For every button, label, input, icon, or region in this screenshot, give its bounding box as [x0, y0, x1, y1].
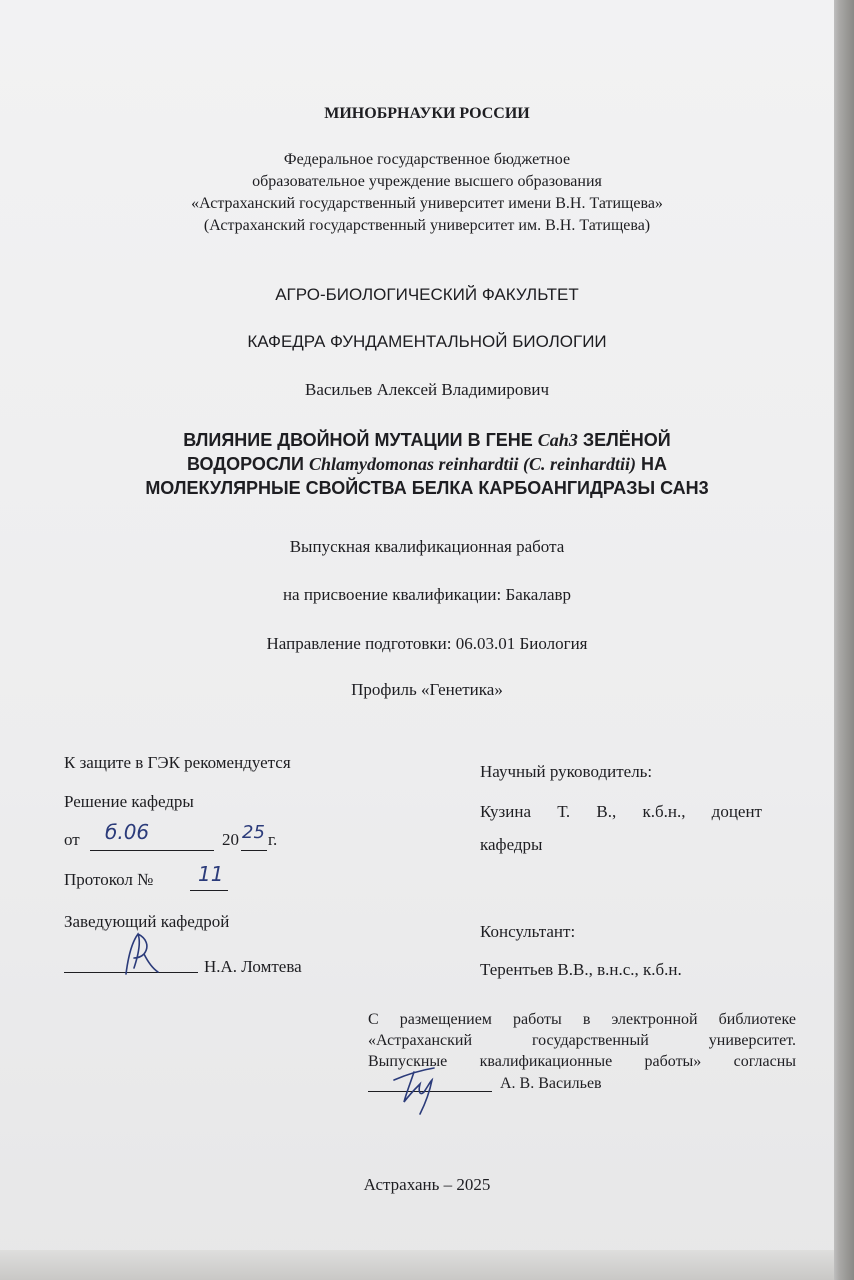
org-line-4: (Астраханский государственный университет им. В.Н. Татищева)	[203, 217, 651, 234]
date-from-label: от	[64, 830, 80, 849]
head-signature-icon	[108, 928, 168, 978]
decision-label: Решение кафедры	[64, 792, 194, 811]
thesis-title-line-2	[0, 452, 854, 476]
date-underline	[90, 850, 214, 851]
qualification: на присвоение квалификации: Бакалавр	[282, 585, 572, 604]
head-label: Заведующий кафедрой	[64, 912, 230, 931]
org-line-1: Федеральное государственное бюджетное	[283, 151, 571, 168]
consent-line-1: С размещением работы в электронной библиотеке	[368, 1011, 796, 1028]
thesis-title-line-1	[0, 428, 854, 452]
supervisor-label: Научный руководитель:	[480, 762, 653, 781]
year-underline	[241, 850, 267, 851]
year-prefix: 20	[222, 830, 239, 849]
title-text: ВЛИЯНИЕ ДВОЙНОЙ МУТАЦИИ В ГЕНЕ	[183, 430, 538, 450]
consent-line-3: Выпускные квалификационные работы» согласны	[368, 1053, 796, 1070]
org-line-3: «Астраханский государственный университет имени В.Н. Татищева»	[191, 195, 663, 212]
protocol-underline	[190, 890, 228, 891]
handwritten-protocol-number: 11	[198, 862, 224, 886]
faculty-heading: АГРО-БИОЛОГИЧЕСКИЙ ФАКУЛЬТЕТ	[275, 285, 579, 304]
recommend-label: К защите в ГЭК рекомендуется	[64, 753, 291, 772]
title-text: НА	[636, 454, 668, 474]
protocol-label: Протокол №	[64, 870, 154, 889]
supervisor-name: Кузина Т. В., к.б.н., доцент	[480, 802, 762, 821]
species-name: Chlamydomonas reinhardtii (C. reinhardtii)	[308, 454, 637, 474]
city-year-footer: Астрахань – 2025	[363, 1175, 491, 1194]
consent-name: А. В. Васильев	[500, 1075, 602, 1092]
title-text: ЗЕЛЁНОЙ	[577, 430, 671, 450]
supervisor-name-cont: кафедры	[480, 835, 543, 854]
consent-line-2: «Астраханский государственный университет.	[368, 1032, 796, 1049]
page-bottom-shadow	[0, 1250, 834, 1280]
training-direction: Направление подготовки: 06.03.01 Биология	[266, 634, 588, 653]
org-line-2: образовательное учреждение высшего образования	[252, 173, 602, 190]
handwritten-year: 25	[242, 822, 265, 843]
handwritten-date: б.06	[105, 820, 150, 844]
consultant-name: Терентьев В.В., в.н.с., к.б.н.	[480, 960, 682, 979]
ministry-heading: МИНОБРНАУКИ РОССИИ	[324, 105, 530, 122]
gene-name: Cah3	[537, 430, 578, 450]
consultant-label: Консультант:	[480, 922, 576, 941]
head-name: Н.А. Ломтева	[204, 957, 302, 976]
department-heading: КАФЕДРА ФУНДАМЕНТАЛЬНОЙ БИОЛОГИИ	[247, 332, 607, 351]
profile: Профиль «Генетика»	[351, 680, 503, 699]
author-name: Васильев Алексей Владимирович	[304, 380, 550, 399]
work-type: Выпускная квалификационная работа	[289, 537, 565, 556]
year-suffix: г.	[268, 830, 278, 849]
author-signature-icon	[388, 1058, 458, 1118]
thesis-title-line-3: МОЛЕКУЛЯРНЫЕ СВОЙСТВА БЕЛКА КАРБОАНГИДРАЗЫ САН3	[145, 478, 709, 498]
title-text: ВОДОРОСЛИ	[186, 454, 309, 474]
